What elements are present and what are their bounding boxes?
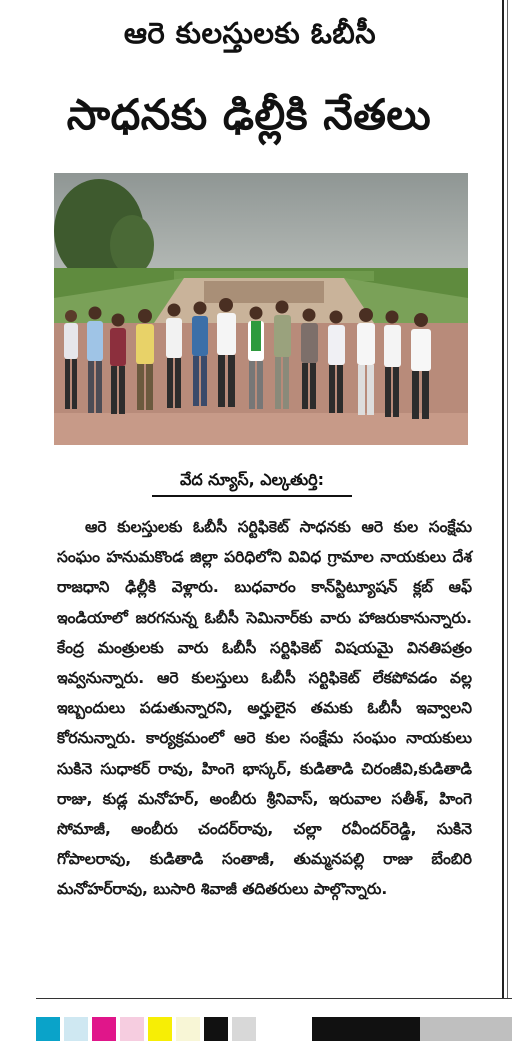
- article-headline: సాధనకు ఢిల్లీకి నేతలు: [66, 90, 432, 139]
- color-swatch: [92, 1017, 116, 1041]
- color-swatch: [148, 1017, 172, 1041]
- color-swatch: [260, 1017, 312, 1041]
- group-photo-icon: [54, 173, 468, 445]
- color-swatch: [312, 1017, 420, 1041]
- article-byline: వేద న్యూస్, ఎల్కతుర్తి:: [152, 470, 352, 497]
- color-swatch: [120, 1017, 144, 1041]
- color-swatch: [176, 1017, 200, 1041]
- color-swatch: [420, 1017, 512, 1041]
- article-kicker: ఆరె కులస్తులకు ఓబీసీ: [123, 16, 377, 50]
- color-swatch: [64, 1017, 88, 1041]
- color-swatch: [204, 1017, 228, 1041]
- color-swatch: [232, 1017, 256, 1041]
- article-photo: [54, 173, 468, 445]
- color-swatch: [36, 1017, 60, 1041]
- article-body: ఆరె కులస్తులకు ఓబీసీ సర్టిఫికెట్ సాధనకు ఆరె కుల సంక్షేమ సంఘం హనుమకొండ జిల్లా పరిధిలోని వివిధ గ్రామాల నాయకులు దేశ రాజధాని ఢిల్లీకి వెళ్లారు. బుధవారం కాన్‌స్టిట్యూషన్ క్లబ్ ఆఫ్ ఇండియాలో జరగనున్న ఓబీసీ సెమినార్‌కు వారు హాజరుకానున్నారు. కేంద్ర మంత్రులకు వారు ఓబీసీ సర్టిఫికెట్ విషయమై వినతిపత్రం ఇవ్వనున్నారు. ఆరె కులస్తులు ఓబీసీ సర్టిఫికెట్ లేకపోవడం వల్ల ఇబ్బందులు పడుతున్నారని, అర్హులైన తమకు ఓబీసీ ఇవ్వాలని కోరనున్నారు. కార్యక్రమంలో ఆరె కుల సంక్షేమ సంఘం నాయకులు సుకినె సుధాకర్ రావు, హింగె భాస్కర్, కుడితాడి చిరంజీవి,కుడితాడి రాజు, కుడ్ల మనోహర్, అంబీరు శ్రీనివాస్, ఇరువాల సతీశ్, హింగె సోమాజీ, అంబీరు చందర్‌రావు, చల్లా రవీందర్‌రెడ్డి, సుకినె గోపాలరావు, కుడితాడి సంతాజీ, తుమ్మనపల్లి రాజు బేంబిరి మనోహర్‌రావు, బుసారి శివాజీ తదితరులు పాల్గొన్నారు.: [57, 518, 472, 899]
- page-bottom-rule: [36, 998, 512, 999]
- column-rule-secondary: [507, 0, 508, 998]
- column-rule: [502, 0, 504, 998]
